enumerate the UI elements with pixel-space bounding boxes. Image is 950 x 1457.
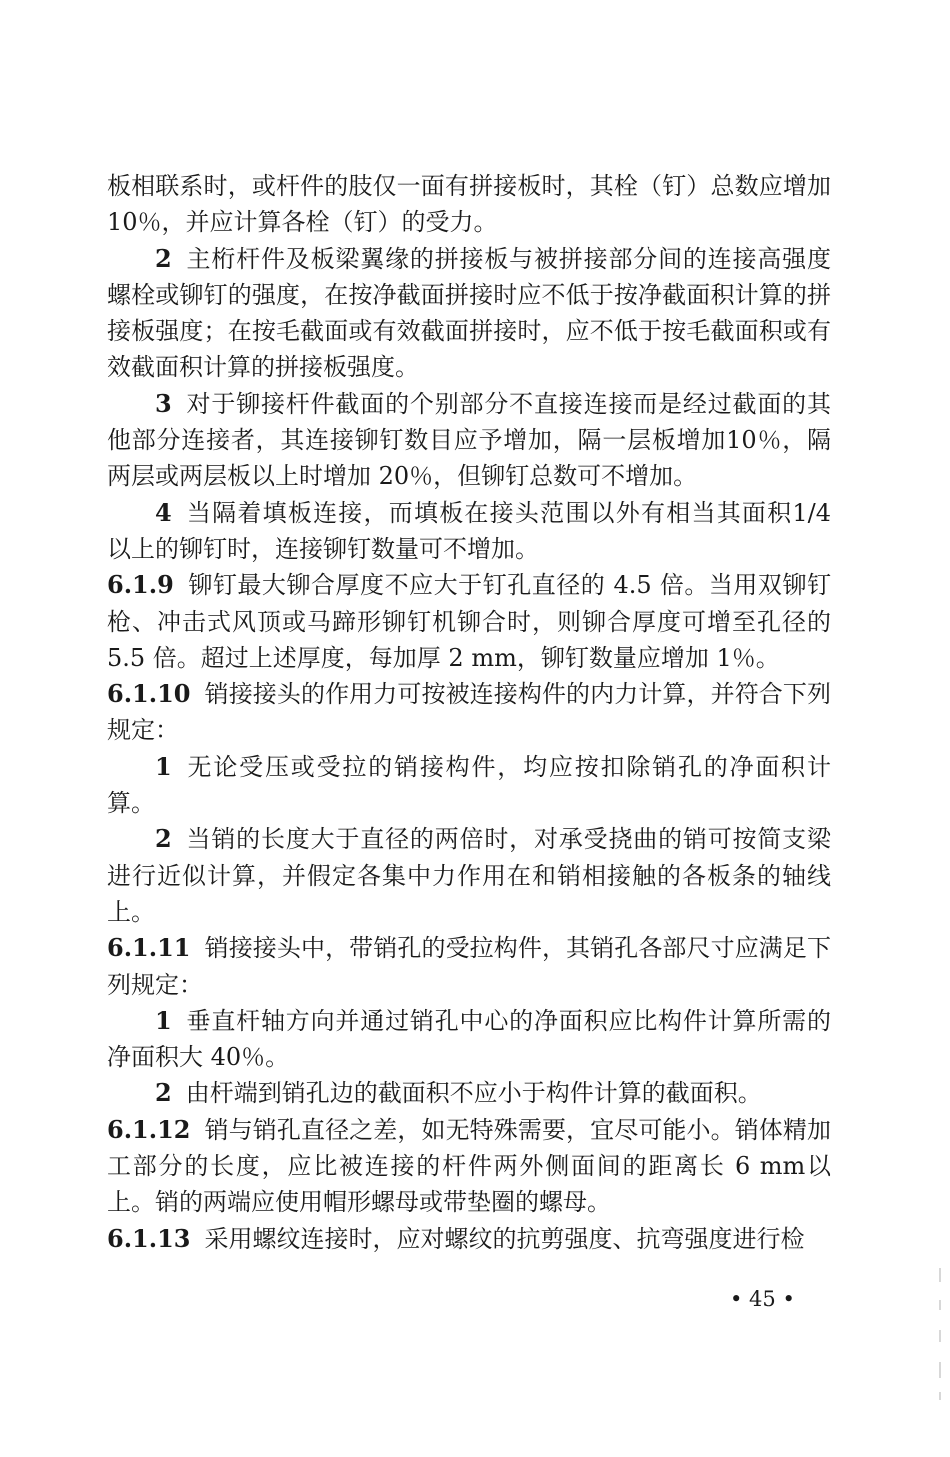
paragraph-text: 对于铆接杆件截面的个别部分不直接连接而是经过截面的其他部分连接者，其连接铆钉数目应予增加，隔一层板增加10％，隔两层或两层板以上时增加 20％，但铆钉总数可不增加。 — [107, 389, 831, 491]
paragraph-text: 当销的长度大于直径的两倍时，对承受挠曲的销可按简支梁进行近似计算，并假定各集中力作用在和销相接触的各板条的轴线上。 — [107, 825, 831, 926]
paragraph-continuation — [107, 168, 831, 241]
paragraph-text: 采用螺纹连接时，应对螺纹的抗剪强度、抗弯强度进行检 — [204, 1224, 805, 1253]
list-item — [107, 495, 831, 568]
item-number: 1 — [155, 751, 172, 781]
paragraph-text: 垂直杆轴方向并通过销孔中心的净面积应比构件计算所需的净面积大 40％。 — [107, 1006, 831, 1072]
paragraph-text: 销接接头中，带销孔的受拉构件，其销孔各部尺寸应满足下列规定： — [107, 934, 831, 999]
paragraph-text: 主桁杆件及板梁翼缘的拼接板与被拼接部分间的连接高强度螺栓或铆钉的强度，在按净截面拼接时应不低于按净截面积计算的拼接板强度；在按毛截面或有效截面拼接时，应不低于按毛截面积或有效截面积计算的拼接板强度。 — [107, 244, 831, 382]
clause-number: 6.1.12 — [107, 1114, 191, 1144]
list-item — [107, 1075, 831, 1111]
clause-number: 6.1.10 — [107, 679, 191, 709]
clause-6-1-13 — [107, 1221, 831, 1257]
page-body — [107, 168, 831, 1257]
clause-6-1-12 — [107, 1112, 831, 1221]
list-item — [107, 1003, 831, 1076]
paragraph-text: 无论受压或受拉的销接构件，均应按扣除销孔的净面积计算。 — [107, 752, 831, 818]
clause-number: 6.1.11 — [107, 933, 191, 963]
paragraph-text: 销接接头的作用力可按被连接构件的内力计算，并符合下列规定： — [107, 680, 831, 745]
clause-6-1-10 — [107, 676, 831, 749]
scan-edge-mark — [939, 1392, 941, 1400]
clause-number: 6.1.13 — [107, 1223, 191, 1253]
clause-6-1-11 — [107, 930, 831, 1003]
item-number: 2 — [155, 243, 172, 273]
clause-6-1-9 — [107, 567, 831, 676]
paragraph-text: 销与销孔直径之差，如无特殊需要，宜尽可能小。销体精加工部分的长度，应比被连接的杆件两外侧面间的距离长 6 mm以上。销的两端应使用帽形螺母或带垫圈的螺母。 — [107, 1115, 831, 1217]
item-number: 1 — [155, 1005, 172, 1035]
scan-edge-mark — [939, 1268, 941, 1282]
list-item — [107, 749, 831, 822]
list-item — [107, 241, 831, 386]
scan-edge-mark — [939, 1362, 941, 1378]
item-number: 2 — [155, 1078, 172, 1108]
list-item — [107, 386, 831, 495]
paragraph-text: 铆钉最大铆合厚度不应大于钉孔直径的 4.5 倍。当用双铆钉枪、冲击式风顶或马蹄形铆钉机铆合时，则铆合厚度可增至孔径的 5.5 倍。超过上述厚度，每加厚 2 mm，铆钉数量应增加 1％。 — [107, 571, 831, 672]
item-number: 2 — [155, 824, 172, 854]
clause-number: 6.1.9 — [107, 570, 174, 600]
item-number: 3 — [155, 388, 172, 418]
paragraph-text: 由杆端到销孔边的截面积不应小于构件计算的截面积。 — [185, 1079, 762, 1108]
paragraph-text: 当隔着填板连接，而填板在接头范围以外有相当其面积1/4 以上的铆钉时，连接铆钉数量可不增加。 — [107, 498, 831, 563]
scan-edge-mark — [939, 1300, 941, 1310]
page-number: • 45 • — [730, 1287, 795, 1311]
item-number: 4 — [155, 497, 172, 527]
paragraph-text: 板相联系时，或杆件的肢仅一面有拼接板时，其栓（钉）总数应增加10％，并应计算各栓（钉）的受力。 — [107, 172, 831, 237]
scan-edge-mark — [939, 1330, 941, 1342]
list-item — [107, 821, 831, 930]
